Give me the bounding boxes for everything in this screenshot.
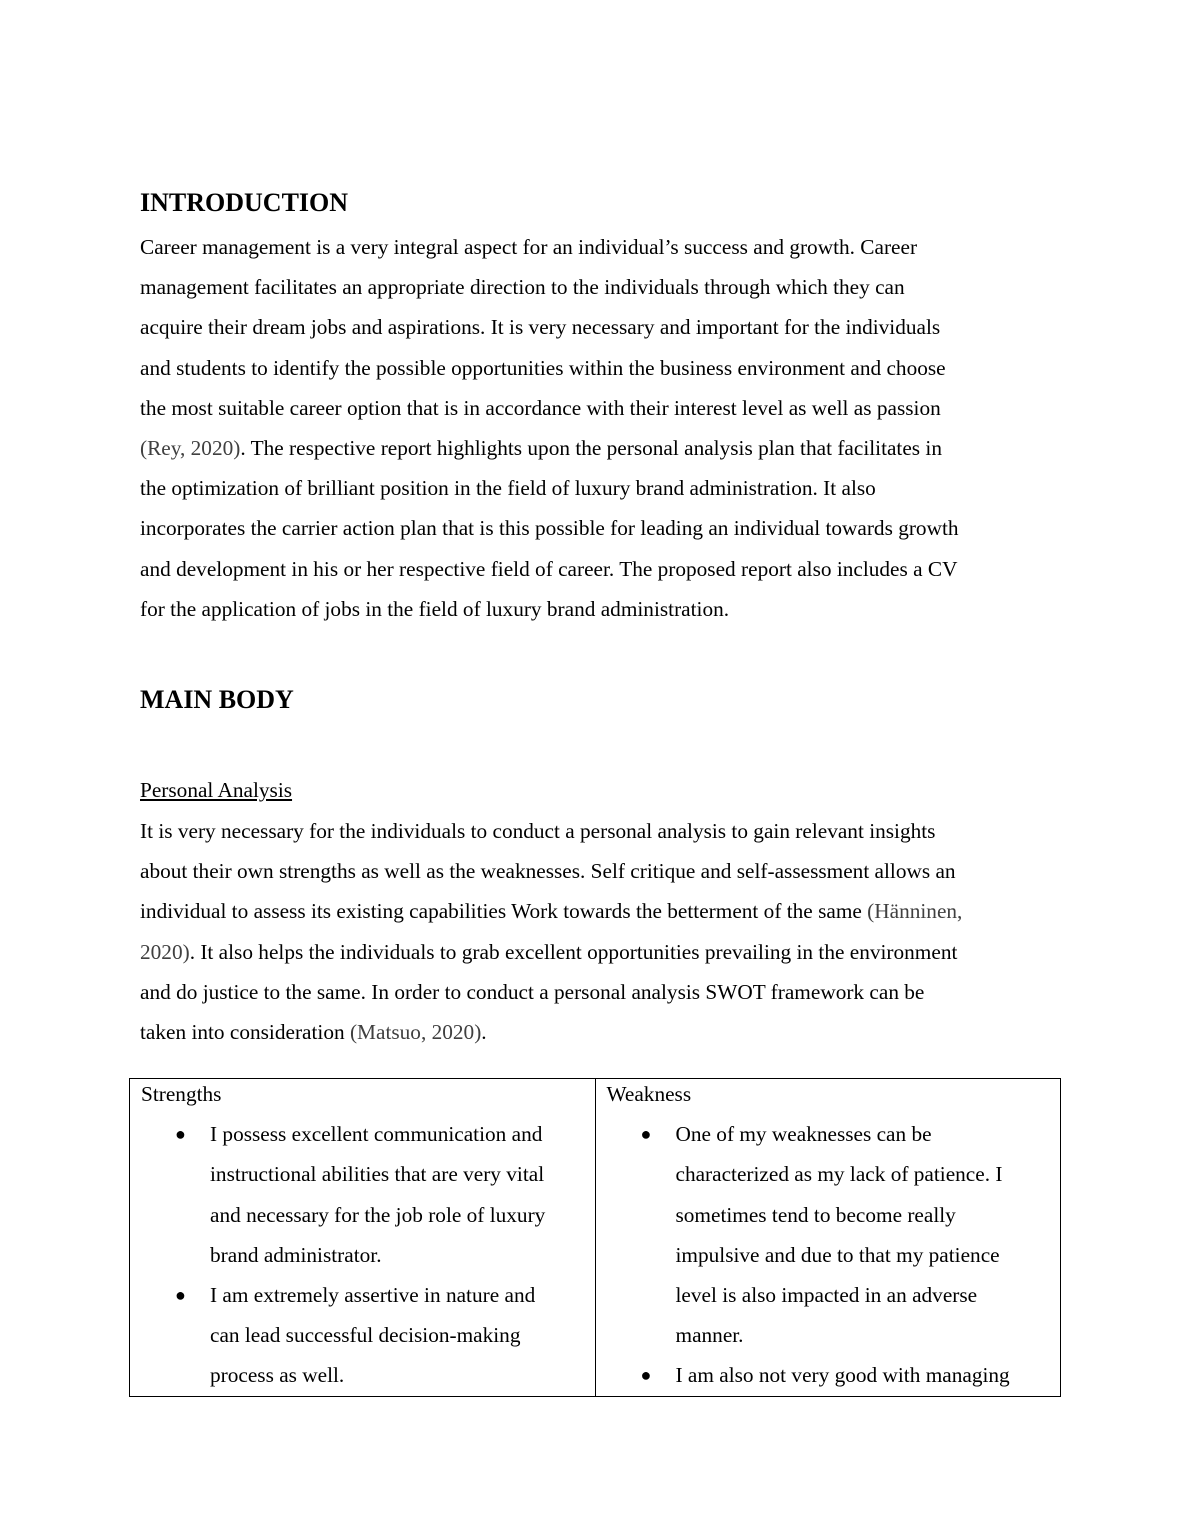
introduction-heading: INTRODUCTION [140, 188, 349, 217]
text-line: instructional abilities that are very vital [210, 1162, 545, 1187]
text-line: process as well. [210, 1363, 345, 1388]
bullet-icon: ● [175, 1285, 186, 1306]
text-fragment: . The respective report highlights upon the personal analysis plan that facilitates in [240, 436, 942, 461]
text-line: and development in his or her respective field of career. The proposed report also includes a CV [140, 556, 958, 581]
list-item [175, 1114, 585, 1275]
list-item [175, 1275, 585, 1396]
text-line [140, 1012, 1050, 1052]
text-line: level is also impacted in an adverse [675, 1283, 978, 1308]
weakness-list [607, 1114, 1051, 1395]
text-fragment: individual to assess its existing capabilities Work towards the betterment of the same [140, 899, 868, 924]
citation: (Rey, 2020) [140, 436, 241, 461]
text-line: characterized as my lack of patience. I [675, 1162, 1003, 1187]
weakness-title: Weakness [606, 1082, 692, 1106]
text-line: and students to identify the possible opportunities within the business environment and choose [140, 355, 946, 380]
text-line: can lead successful decision-making [210, 1323, 521, 1348]
text-line: I possess excellent communication and [210, 1122, 543, 1147]
text-line [140, 932, 1050, 972]
introduction-paragraph [140, 227, 1050, 629]
text-line: I am extremely assertive in nature and [210, 1283, 536, 1308]
swot-table [129, 1078, 1061, 1397]
bullet-icon: ● [175, 1124, 186, 1145]
strengths-title: Strengths [141, 1082, 222, 1106]
text-line: for the application of jobs in the field of luxury brand administration. [140, 596, 730, 621]
text-line: and necessary for the job role of luxury [210, 1202, 546, 1227]
text-line: the optimization of brilliant position in the field of luxury brand administration. It also [140, 476, 876, 501]
citation: (Matsuo, 2020) [349, 1020, 482, 1045]
citation: (Hänninen, [867, 899, 963, 924]
text-line [140, 428, 1050, 468]
text-line: manner. [675, 1323, 744, 1348]
text-line: management facilitates an appropriate direction to the individuals through which they can [140, 275, 905, 300]
text-line: Career management is a very integral aspect for an individual’s success and growth. Career [140, 235, 918, 259]
text-line: sometimes tend to become really [675, 1202, 956, 1227]
personal-analysis-subheading: Personal Analysis [140, 778, 293, 802]
text-fragment: . It also helps the individuals to grab excellent opportunities prevailing in the environment [189, 939, 958, 964]
citation: 2020) [140, 939, 190, 964]
strengths-list [141, 1114, 585, 1395]
text-line: incorporates the carrier action plan that is this possible for leading an individual towards growth [140, 516, 959, 541]
text-line: about their own strengths as well as the weaknesses. Self critique and self-assessment allows an [140, 859, 956, 884]
text-fragment: . [481, 1020, 487, 1045]
text-line: brand administrator. [210, 1242, 382, 1267]
text-line: the most suitable career option that is in accordance with their interest level as well as passion [140, 395, 941, 420]
text-line: I am also not very good with managing [675, 1363, 1010, 1388]
bullet-icon: ● [640, 1365, 652, 1386]
personal-analysis-paragraph [140, 811, 1050, 1052]
list-item [640, 1114, 1051, 1355]
bullet-icon: ● [640, 1124, 652, 1145]
text-line: impulsive and due to that my patience [675, 1242, 1000, 1267]
weakness-cell [595, 1079, 1061, 1397]
list-item [640, 1355, 1051, 1395]
text-line: and do justice to the same. In order to conduct a personal analysis SWOT framework can be [140, 979, 925, 1004]
text-fragment: taken into consideration [140, 1020, 350, 1045]
strengths-cell [130, 1079, 596, 1397]
text-line: acquire their dream jobs and aspirations. It is very necessary and important for the individuals [140, 315, 941, 340]
main-body-heading: MAIN BODY [140, 685, 294, 714]
text-line: One of my weaknesses can be [675, 1122, 932, 1147]
text-line [140, 891, 1050, 931]
swot-row [130, 1079, 1061, 1397]
text-line: It is very necessary for the individuals to conduct a personal analysis to gain relevant insights [140, 819, 936, 843]
